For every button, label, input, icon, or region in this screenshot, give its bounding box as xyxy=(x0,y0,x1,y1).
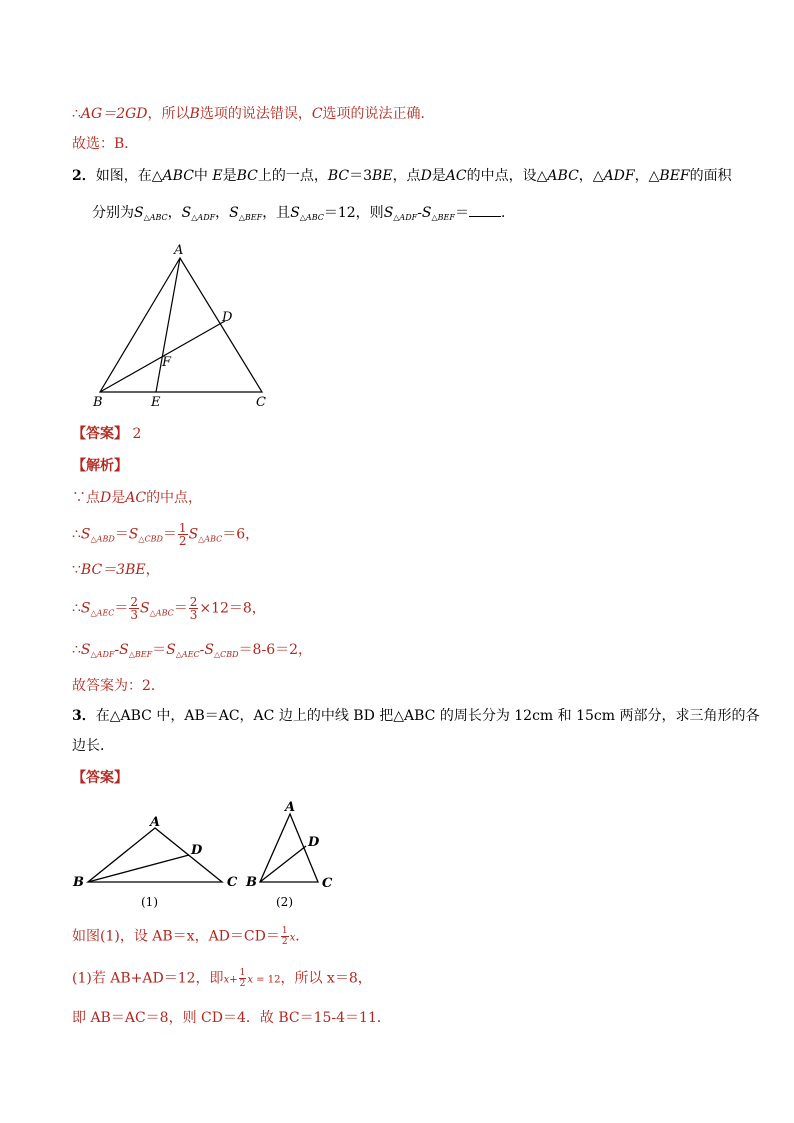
numerator: 1 xyxy=(281,926,288,936)
subscript: △ABC xyxy=(149,608,174,618)
q3-question-line-1 xyxy=(72,706,760,726)
fraction-one-half xyxy=(178,522,188,547)
text: ． xyxy=(500,205,515,221)
q2-solution-line-1 xyxy=(72,488,202,508)
q3-solution-line-2 xyxy=(72,968,372,991)
minus: - xyxy=(114,642,120,658)
q2-triangle-figure xyxy=(84,240,284,415)
option-b: B xyxy=(189,106,200,122)
text: 的面积 xyxy=(689,168,732,184)
area-symbol: S xyxy=(204,642,214,658)
area-symbol: S xyxy=(134,205,144,221)
var: ABC xyxy=(162,168,194,184)
numerator: 1 xyxy=(178,521,187,535)
text: ＝12，则 xyxy=(323,205,384,221)
subscript: △ABC xyxy=(198,534,223,544)
question-number: 2． xyxy=(72,168,96,184)
numerator: 1 xyxy=(239,968,246,978)
q2-final-answer-line: 故答案为：2． xyxy=(72,678,165,694)
label-d: D xyxy=(191,843,203,858)
var: AC xyxy=(445,168,467,184)
q2-answer-line xyxy=(72,424,141,444)
var: x xyxy=(223,974,230,986)
var: BE xyxy=(372,168,393,184)
value: 12 xyxy=(267,974,281,986)
denominator: 2 xyxy=(281,937,288,947)
question-number: 3． xyxy=(72,708,96,724)
segment-bd xyxy=(260,846,306,882)
subscript: △AEC xyxy=(90,608,115,618)
plus: + xyxy=(229,974,238,986)
equals: = xyxy=(256,974,265,986)
area-symbol: S xyxy=(229,205,239,221)
subscript: △ADF xyxy=(393,213,418,222)
label-c: C xyxy=(227,875,238,890)
label-e: E xyxy=(151,395,161,410)
q1-conclusion-line xyxy=(72,104,435,124)
area-symbol: S xyxy=(140,600,150,617)
label-b: B xyxy=(73,875,84,890)
area-symbol: S xyxy=(80,600,91,617)
label-d: D xyxy=(222,310,233,325)
fraction-two-thirds xyxy=(189,596,199,621)
therefore-symbol: ∴ xyxy=(72,600,81,617)
label-d: D xyxy=(308,835,320,850)
text: 的中点， xyxy=(146,490,203,506)
segment-bd xyxy=(88,855,189,882)
denominator: 3 xyxy=(130,608,139,622)
var: ADF xyxy=(603,168,635,184)
text: ，点 xyxy=(392,168,421,184)
q3-figure-2 xyxy=(240,798,340,914)
var: D xyxy=(420,168,432,184)
subscript: △CBD xyxy=(138,534,163,544)
q3-question-line-2: 边长． xyxy=(72,738,114,754)
text: 如图，在△ xyxy=(95,168,163,184)
text: ， xyxy=(215,205,230,221)
text: ＝3 xyxy=(349,168,373,184)
q2-solution-line-3 xyxy=(72,560,160,580)
caption: (2) xyxy=(276,895,293,909)
var: BC xyxy=(236,168,258,184)
denominator: 2 xyxy=(178,534,187,548)
therefore-symbol: ∴ xyxy=(72,106,81,122)
var: AC xyxy=(125,490,147,506)
subscript: △ADF xyxy=(191,213,216,222)
text: ，△ xyxy=(634,168,660,184)
area-symbol: S xyxy=(421,205,432,221)
q3-solution-line-1 xyxy=(72,926,309,949)
text: ＝8-6＝2， xyxy=(238,642,313,658)
text: ， xyxy=(145,562,160,578)
text: 选项的说法正确． xyxy=(322,106,435,122)
denominator: 2 xyxy=(239,979,246,989)
text: (1)若 AB+AD＝12，即 xyxy=(72,970,224,987)
text: ×12＝8， xyxy=(199,600,266,617)
label-a: A xyxy=(174,243,184,258)
numerator: 2 xyxy=(189,595,198,609)
analysis-label: 【解析】 xyxy=(72,458,128,474)
text: 选项的说法错误， xyxy=(199,106,312,122)
text: 上的一点， xyxy=(257,168,328,184)
text: ． xyxy=(295,928,310,945)
equation: AG＝2GD xyxy=(80,106,148,122)
label-a: A xyxy=(150,815,161,830)
q2-question-line-2 xyxy=(92,203,515,228)
triangle-abc xyxy=(100,258,262,392)
answer-label: 【答案】 xyxy=(72,426,128,442)
numerator: 2 xyxy=(130,595,139,609)
subscript: △AEC xyxy=(175,650,200,659)
area-symbol: S xyxy=(128,526,139,543)
area-symbol: S xyxy=(80,526,91,543)
q2-analysis-label xyxy=(72,456,128,476)
q3-answer-label xyxy=(72,768,128,788)
area-symbol: S xyxy=(188,526,199,543)
text: ∵ xyxy=(72,562,81,578)
area-symbol: S xyxy=(80,642,91,658)
var: BEF xyxy=(659,168,690,184)
text: 如图(1)，设 AB＝x，AD＝CD＝ xyxy=(72,928,280,945)
text: ＝ xyxy=(152,642,167,658)
text: ＝ xyxy=(162,526,177,543)
text: ＝ xyxy=(173,600,188,617)
q2-solution-line-4 xyxy=(72,596,266,624)
subscript: △ADF xyxy=(90,650,115,659)
minus: - xyxy=(199,642,205,658)
answer-label: 【答案】 xyxy=(72,770,128,786)
var: x xyxy=(247,974,253,986)
fraction-two-thirds xyxy=(129,596,139,621)
label-a: A xyxy=(285,800,296,815)
text: ，所以 x＝8， xyxy=(280,970,372,987)
label-c: C xyxy=(256,395,266,410)
area-symbol: S xyxy=(166,642,176,658)
caption: (1) xyxy=(141,895,158,909)
text: 是 xyxy=(431,168,446,184)
area-symbol: S xyxy=(119,642,129,658)
text: ＝ xyxy=(454,205,469,221)
subscript: △ABD xyxy=(90,534,115,544)
text: ，且 xyxy=(262,205,291,221)
subscript: △ABC xyxy=(299,213,324,222)
label-c: C xyxy=(322,876,333,891)
text: ，所以 xyxy=(147,106,190,122)
answer-value: 2 xyxy=(132,426,142,442)
denominator: 3 xyxy=(189,608,198,622)
fraction-one-half xyxy=(239,968,247,989)
var: E xyxy=(212,168,223,184)
minus: - xyxy=(417,205,422,221)
therefore-symbol: ∴ xyxy=(72,642,81,658)
text: 的中点，设△ xyxy=(466,168,548,184)
subscript: △BEF xyxy=(431,213,455,222)
answer-blank xyxy=(469,204,501,217)
text: ∵点 xyxy=(72,490,100,506)
text: 是 xyxy=(111,490,126,506)
text: ， xyxy=(167,205,182,221)
var: D xyxy=(100,490,112,506)
text: ，△ xyxy=(578,168,604,184)
var: x xyxy=(289,932,296,944)
text: 在△ABC 中，AB＝AC，AC 边上的中线 BD 把△ABC 的周长分为 12cm 和 15cm 两部分，求三角形的各 xyxy=(95,708,760,724)
q2-question-line-1 xyxy=(72,166,732,186)
label-b: B xyxy=(246,875,257,890)
label-f: F xyxy=(162,355,172,370)
var: ABC xyxy=(547,168,579,184)
therefore-symbol: ∴ xyxy=(72,526,81,543)
equation: BC＝3BE xyxy=(80,562,146,578)
area-symbol: S xyxy=(290,205,300,221)
fraction-one-half xyxy=(281,926,289,947)
option-c: C xyxy=(311,106,323,122)
q2-solution-line-2 xyxy=(72,522,259,550)
label-b: B xyxy=(93,395,103,410)
subscript: △ABC xyxy=(143,213,168,222)
text: ＝6， xyxy=(222,526,260,543)
q3-solution-line-3: 即 AB＝AC＝8，则 CD＝4．故 BC＝15-4＝11． xyxy=(72,1010,391,1026)
area-symbol: S xyxy=(383,205,394,221)
text: 分别为 xyxy=(92,205,134,221)
subscript: △BEF xyxy=(128,650,153,659)
var: BC xyxy=(327,168,350,184)
text: 是 xyxy=(222,168,237,184)
text: ＝ xyxy=(114,526,129,543)
q1-choice-line: 故选：B． xyxy=(72,136,139,152)
subscript: △BEF xyxy=(238,213,263,222)
text: ＝ xyxy=(114,600,129,617)
text: 中 xyxy=(193,168,208,184)
subscript: △CBD xyxy=(213,650,239,659)
area-symbol: S xyxy=(181,205,192,221)
q2-solution-line-5 xyxy=(72,640,312,665)
q3-figure-1 xyxy=(70,812,250,912)
